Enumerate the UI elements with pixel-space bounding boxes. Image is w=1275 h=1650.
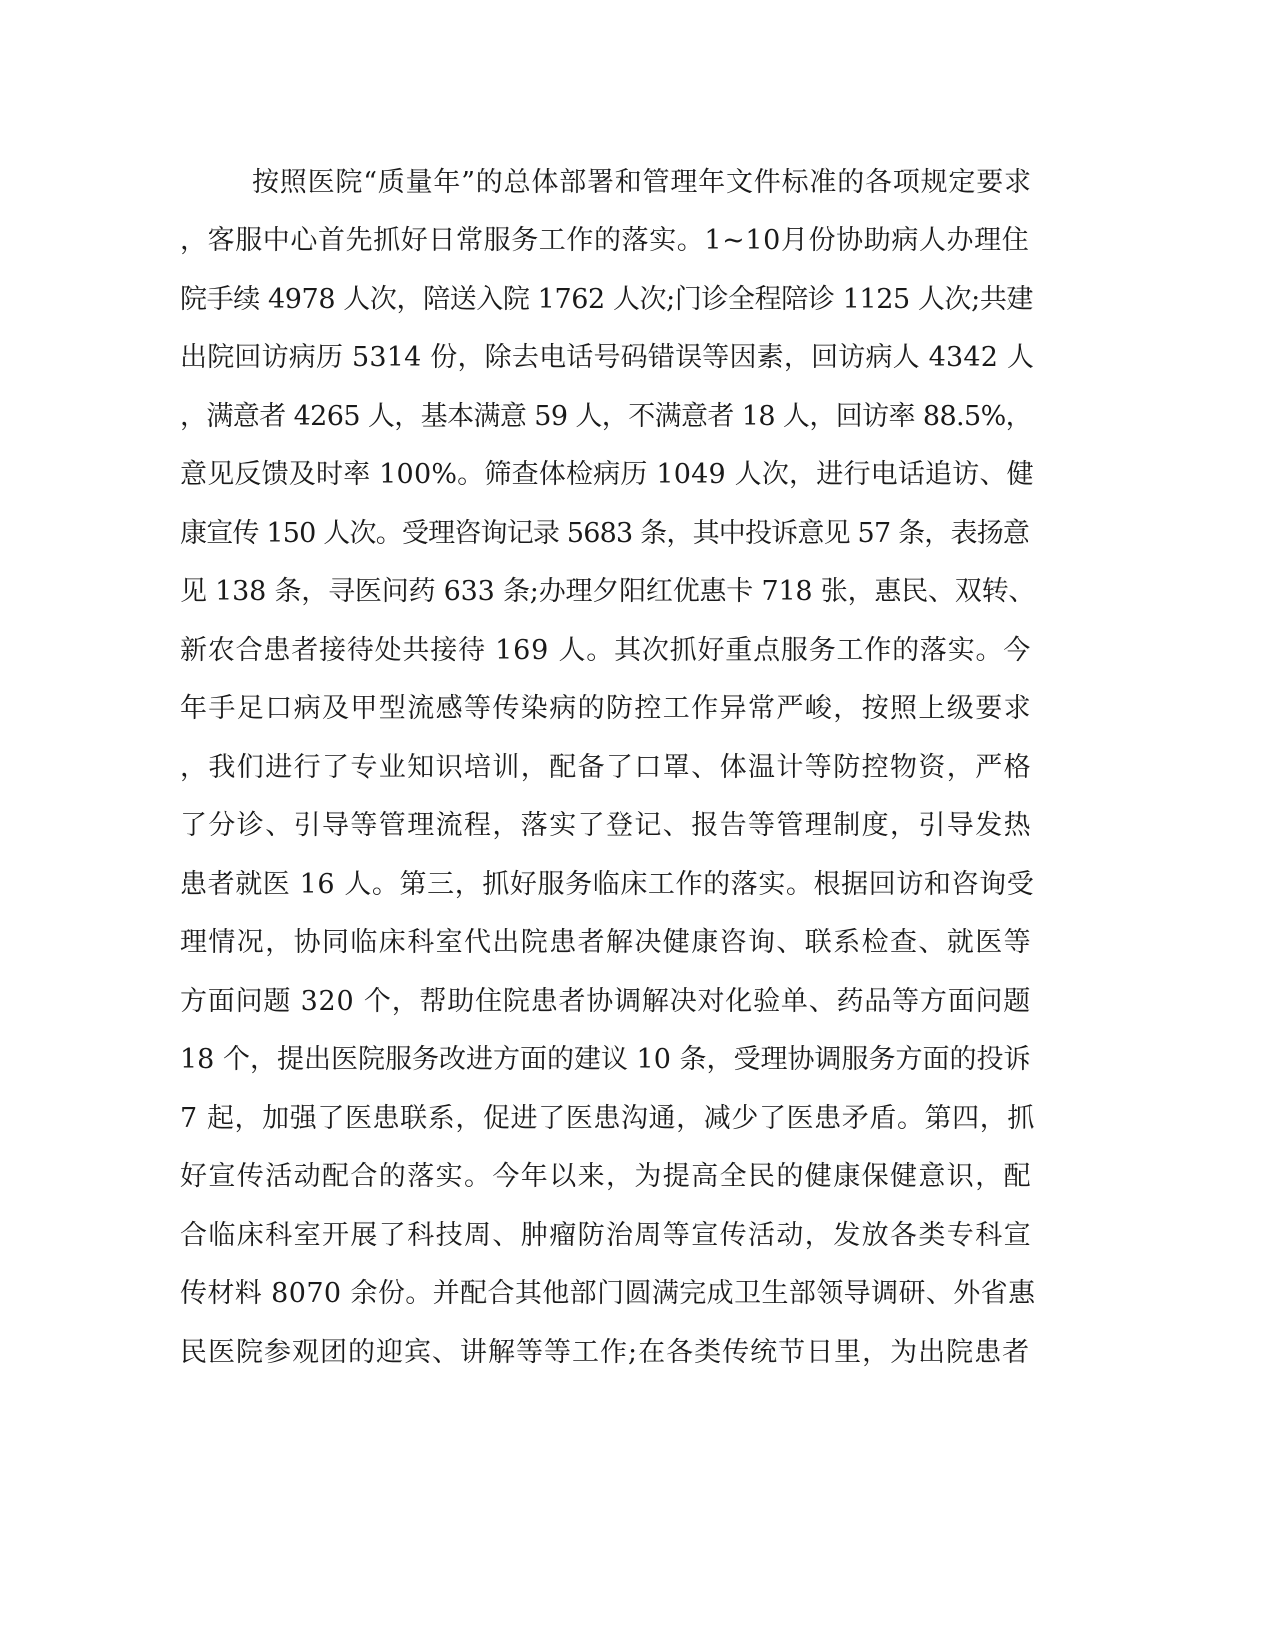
- text-line: 新农合患者接待处共接待 169 人。其次抓好重点服务工作的落实。今: [180, 635, 1032, 666]
- text-line: 合临床科室开展了科技周、肿瘤防治周等宣传活动，发放各类专科宣: [180, 1220, 1032, 1251]
- text-line: 意见反馈及时率 100%。筛查体检病历 1049 人次，进行电话追访、健: [180, 459, 1034, 490]
- text-line: 患者就医 16 人。第三，抓好服务临床工作的落实。根据回访和咨询受: [180, 869, 1035, 900]
- text-line: 好宣传活动配合的落实。今年以来，为提高全民的健康保健意识，配: [180, 1161, 1032, 1192]
- text-line: 7 起，加强了医患联系，促进了医患沟通，减少了医患矛盾。第四，抓: [180, 1103, 1035, 1134]
- text-line: 理情况，协同临床科室代出院患者解决健康咨询、联系检查、就医等: [180, 927, 1032, 958]
- text-line: 院手续 4978 人次，陪送入院 1762 人次;门诊全程陪诊 1125 人次;共建: [180, 284, 1034, 315]
- text-line: ，客服中心首先抓好日常服务工作的落实。1~10月份协助病人办理住: [180, 225, 1030, 256]
- text-line: 年手足口病及甲型流感等传染病的防控工作异常严峻，按照上级要求: [180, 693, 1032, 724]
- text-line: 见 138 条，寻医问药 633 条;办理夕阳红优惠卡 718 张，惠民、双转、: [180, 576, 1036, 607]
- text-line: 18 个，提出医院服务改进方面的建议 10 条，受理协调服务方面的投诉: [180, 1044, 1031, 1075]
- text-line: 出院回访病历 5314 份，除去电话号码错误等因素，回访病人 4342 人: [180, 342, 1035, 373]
- text-line: ，满意者 4265 人，基本满意 59 人，不满意者 18 人，回访率 88.5%，: [180, 401, 1033, 432]
- text-line: 康宣传 150 人次。受理咨询记录 5683 条，其中投诉意见 57 条，表扬意: [180, 518, 1030, 549]
- text-line: 了分诊、引导等管理流程，落实了登记、报告等管理制度，引导发热: [180, 810, 1032, 841]
- text-line: ，我们进行了专业知识培训，配备了口罩、体温计等防控物资，严格: [180, 752, 1032, 783]
- text-line: 按照医院“质量年”的总体部署和管理年文件标准的各项规定要求: [252, 167, 1032, 198]
- text-line: 民医院参观团的迎宾、讲解等等工作;在各类传统节日里，为出院患者: [180, 1337, 1031, 1368]
- text-line: 传材料 8070 余份。并配合其他部门圆满完成卫生部领导调研、外省惠: [180, 1278, 1036, 1309]
- text-line: 方面问题 320 个，帮助住院患者协调解决对化验单、药品等方面问题: [180, 986, 1032, 1017]
